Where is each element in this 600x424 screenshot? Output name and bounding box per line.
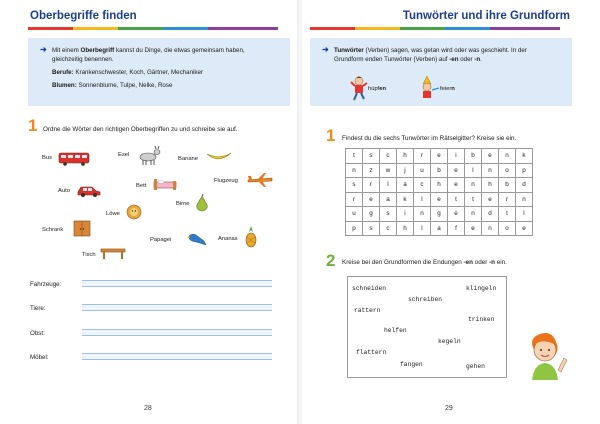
grid-cell[interactable]: h	[397, 221, 414, 236]
right-page-title: Tunwörter und ihre Grundform	[402, 10, 570, 22]
verb-item[interactable]: schneiden	[352, 285, 387, 292]
grid-cell[interactable]: e	[363, 192, 380, 207]
grid-cell[interactable]: o	[499, 221, 516, 236]
answer-line-fahrzeuge[interactable]	[82, 280, 272, 287]
pineapple-icon	[244, 226, 258, 248]
verb-item[interactable]: trinken	[468, 316, 495, 323]
grid-cell[interactable]: f	[448, 221, 465, 236]
arrow-right-icon: ➜	[322, 45, 329, 54]
grid-cell[interactable]: n	[516, 192, 533, 207]
grid-cell[interactable]: e	[448, 163, 465, 178]
grid-cell[interactable]: l	[516, 207, 533, 222]
grid-cell[interactable]: s	[363, 221, 380, 236]
example-huepfen: hüpfen	[368, 86, 387, 92]
word-bus: Bus	[42, 155, 52, 161]
grid-cell[interactable]: n	[482, 163, 499, 178]
grid-cell[interactable]: n	[346, 163, 363, 178]
grid-cell[interactable]: b	[465, 149, 482, 164]
word-loewe: Löwe	[106, 211, 120, 217]
grid-cell[interactable]: u	[414, 163, 431, 178]
grid-cell[interactable]: i	[448, 149, 465, 164]
grid-cell[interactable]: r	[499, 192, 516, 207]
grid-cell[interactable]: j	[397, 163, 414, 178]
bus-icon	[58, 152, 90, 166]
grid-cell[interactable]: e	[516, 221, 533, 236]
grid-cell[interactable]: r	[414, 149, 431, 164]
table-icon	[100, 246, 126, 260]
grid-cell[interactable]: s	[346, 178, 363, 193]
right-info-box: ➜ Tunwörter (Verben) sagen, was getan wird oder was geschieht. In der Grundform enden Tunwörter (Verben) auf -en oder -n.	[310, 38, 572, 106]
example-blumen: Blumen: Sonnenblume, Tulpe, Nelke, Rose	[52, 82, 173, 89]
grid-cell[interactable]: n	[465, 207, 482, 222]
task1-instruction: Findest du die sechs Tunwörter im Rätselgitter? Kreise sie ein.	[342, 135, 517, 142]
word-flugzeug: Flugzeug	[214, 178, 238, 184]
airplane-icon	[246, 172, 274, 188]
grid-cell[interactable]: r	[346, 192, 363, 207]
page-number-right: 29	[445, 405, 453, 412]
verb-item[interactable]: flattern	[356, 349, 387, 356]
answer-line-moebel[interactable]	[82, 353, 272, 360]
word-bett: Bett	[136, 183, 147, 189]
title-stripe	[28, 27, 278, 30]
answer-line-obst[interactable]	[82, 329, 272, 336]
word-esel: Esel	[118, 152, 130, 158]
grid-row	[346, 192, 533, 207]
grid-cell[interactable]: l	[414, 221, 431, 236]
right-page	[302, 0, 600, 424]
grid-row	[346, 221, 533, 236]
verb-item[interactable]: kegeln	[438, 338, 461, 345]
answer-line-tiere[interactable]	[82, 304, 272, 311]
task2-instruction: Kreise bei den Grundformen die Endungen -en oder -n ein.	[342, 259, 507, 266]
left-page-title: Oberbegriffe finden	[30, 10, 137, 22]
grid-cell[interactable]: t	[448, 192, 465, 207]
grid-cell[interactable]: h	[431, 178, 448, 193]
grid-cell[interactable]: h	[482, 178, 499, 193]
info-text-cont: kannst du Dinge, die etwas gemeinsam haben,	[114, 47, 245, 54]
grid-cell[interactable]: z	[363, 163, 380, 178]
parrot-icon	[186, 231, 208, 247]
grid-row	[346, 178, 533, 193]
grid-cell[interactable]: o	[499, 163, 516, 178]
grid-cell[interactable]: u	[346, 207, 363, 222]
grid-cell[interactable]: g	[431, 207, 448, 222]
grid-cell[interactable]: a	[431, 221, 448, 236]
grid-cell[interactable]: s	[363, 149, 380, 164]
grid-cell[interactable]: e	[448, 178, 465, 193]
left-page	[0, 0, 298, 424]
letter-grid[interactable]	[345, 148, 533, 236]
field-label-tiere: Tiere:	[30, 305, 46, 312]
party-child-icon	[418, 76, 440, 100]
info-text: Mit einem	[52, 47, 81, 54]
bed-icon	[152, 177, 178, 191]
grid-cell[interactable]: c	[414, 178, 431, 193]
grid-cell[interactable]: c	[380, 149, 397, 164]
task-instruction: Ordne die Wörter den richtigen Oberbegriffen zu und schreibe sie auf.	[43, 126, 238, 133]
word-tisch: Tisch	[82, 252, 96, 258]
grid-cell[interactable]: p	[516, 163, 533, 178]
grid-cell[interactable]: l	[465, 163, 482, 178]
grid-cell[interactable]: b	[431, 163, 448, 178]
example-feiern: feiern	[440, 86, 455, 92]
grid-cell[interactable]: e	[465, 221, 482, 236]
task1-number: 1	[326, 126, 336, 145]
verb-item[interactable]: fangen	[400, 361, 423, 368]
grid-row	[346, 149, 533, 164]
grid-row	[346, 163, 533, 178]
word-schrank: Schrank	[42, 227, 64, 233]
info-text-line2: gleichzeitig benennen.	[52, 56, 114, 63]
grid-cell[interactable]: n	[414, 207, 431, 222]
grid-cell[interactable]: e	[431, 149, 448, 164]
left-info-box	[28, 38, 290, 106]
verb-item[interactable]: rattern	[354, 307, 381, 314]
grid-cell[interactable]: b	[499, 178, 516, 193]
grid-cell[interactable]: k	[397, 192, 414, 207]
grid-cell[interactable]: g	[363, 207, 380, 222]
donkey-icon	[136, 146, 162, 166]
arrow-right-icon: ➜	[40, 45, 47, 54]
field-label-fahrzeuge: Fahrzeuge:	[30, 281, 62, 288]
grid-cell[interactable]: i	[397, 207, 414, 222]
grid-cell[interactable]: e	[482, 192, 499, 207]
pear-icon	[194, 194, 210, 212]
car-icon	[76, 183, 102, 197]
word-auto: Auto	[58, 188, 70, 194]
word-birne: Birne	[176, 201, 190, 207]
grid-cell[interactable]: l	[414, 192, 431, 207]
task-number: 1	[28, 116, 38, 135]
grid-cell[interactable]: w	[380, 163, 397, 178]
verb-box	[347, 276, 507, 378]
grid-cell[interactable]: n	[465, 178, 482, 193]
grid-cell[interactable]: p	[346, 221, 363, 236]
grid-cell[interactable]: a	[380, 192, 397, 207]
banana-icon	[205, 150, 233, 164]
cupboard-icon	[72, 220, 92, 238]
verb-item[interactable]: helfen	[384, 327, 407, 334]
info-bold: Oberbegriff	[80, 47, 115, 54]
title-stripe-right	[310, 27, 560, 30]
task2-number: 2	[326, 251, 336, 270]
example-berufe: Berufe: Krankenschwester, Koch, Gärtner, Mechaniker	[52, 69, 203, 76]
girl-illustration-icon	[520, 330, 572, 382]
grid-cell[interactable]: l	[380, 178, 397, 193]
grid-cell[interactable]: c	[380, 221, 397, 236]
word-banane: Banane	[178, 156, 198, 162]
page-number-left: 28	[144, 405, 152, 412]
grid-cell[interactable]: k	[516, 149, 533, 164]
verb-item[interactable]: klingeln	[466, 285, 497, 292]
grid-cell[interactable]: r	[363, 178, 380, 193]
grid-row	[346, 207, 533, 222]
jumping-child-icon	[350, 76, 368, 102]
grid-cell[interactable]: d	[516, 178, 533, 193]
word-ananas: Ananas	[218, 236, 238, 242]
word-papagei: Papagei	[150, 237, 172, 243]
grid-cell[interactable]: d	[482, 207, 499, 222]
field-label-obst: Obst:	[30, 330, 45, 337]
grid-cell[interactable]: t	[465, 192, 482, 207]
grid-cell[interactable]: e	[448, 207, 465, 222]
field-label-moebel: Möbel:	[30, 354, 49, 361]
lion-icon	[126, 204, 142, 220]
grid-cell[interactable]: e	[431, 192, 448, 207]
grid-cell[interactable]: t	[499, 207, 516, 222]
grid-cell[interactable]: n	[499, 149, 516, 164]
verb-item[interactable]: gehen	[466, 363, 485, 370]
grid-cell[interactable]: a	[397, 178, 414, 193]
grid-cell[interactable]: t	[346, 149, 363, 164]
grid-cell[interactable]: e	[482, 149, 499, 164]
grid-cell[interactable]: s	[380, 207, 397, 222]
grid-cell[interactable]: n	[482, 221, 499, 236]
grid-cell[interactable]: h	[397, 149, 414, 164]
verb-item[interactable]: schreiben	[408, 296, 443, 303]
